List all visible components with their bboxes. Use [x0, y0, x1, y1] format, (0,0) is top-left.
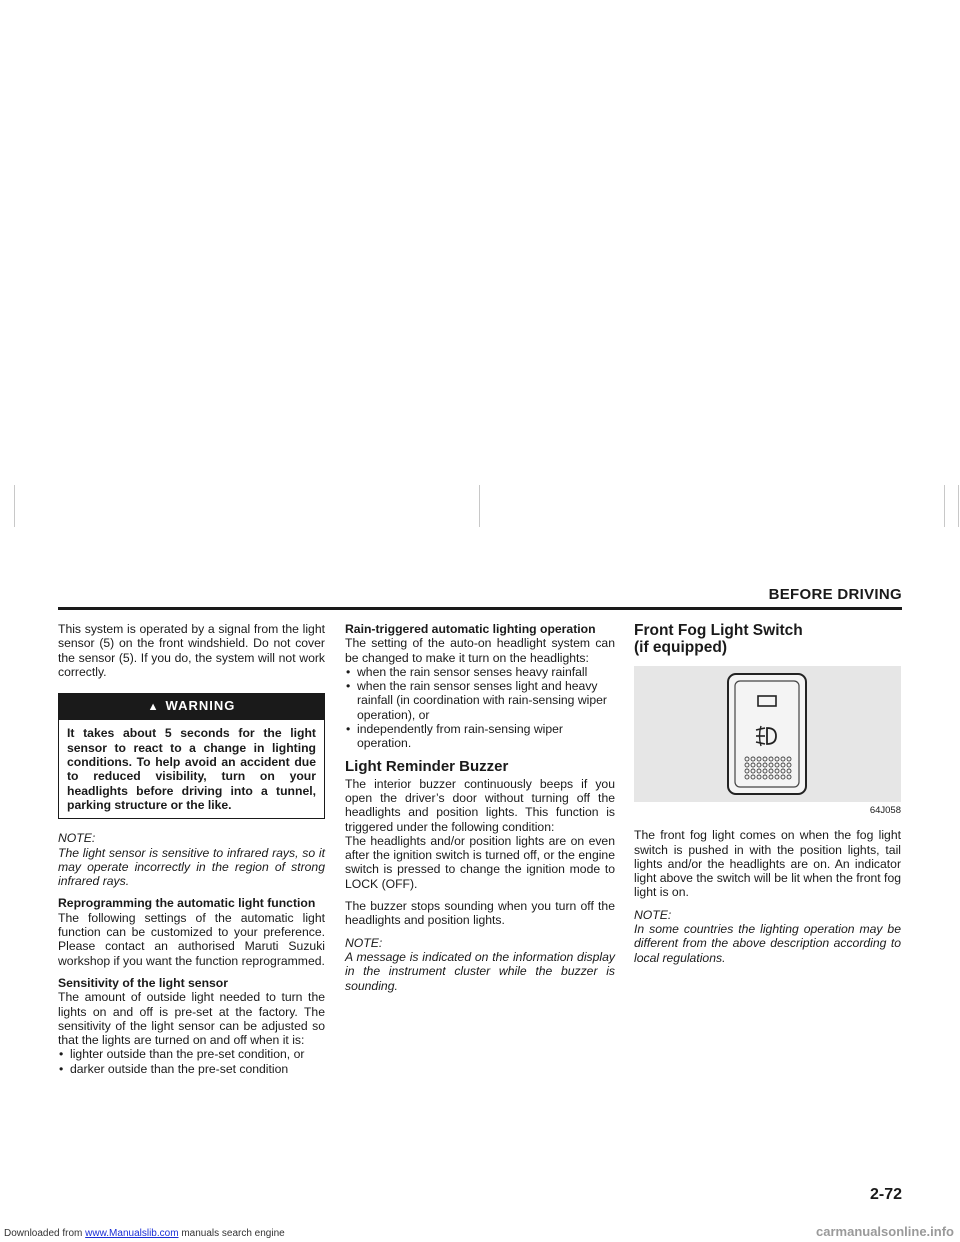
left-column	[58, 622, 325, 1084]
note-label: NOTE:	[58, 831, 96, 846]
warning-box	[58, 693, 325, 819]
footer-prefix: Downloaded from	[4, 1228, 83, 1239]
list-item: • lighter outside than the pre-set condition, or	[58, 1047, 325, 1061]
note-text: The light sensor is sensitive to infrared rays, so it may operate incorrectly in the region of strong infrared rays.	[58, 845, 325, 889]
footer-suffix: manuals search engine	[181, 1228, 285, 1239]
header-rule	[58, 607, 902, 610]
sensitivity-heading: Sensitivity of the light sensor	[58, 975, 228, 990]
reprogramming-text: The following settings of the automatic light function can be customized to your preference. Please contact an authorised Maruti Suzuki workshop if you want the function reprogrammed.	[58, 910, 325, 968]
sensitivity-text: The amount of outside light needed to turn the lights on and off is pre-set at the factory. The sensitivity of the light sensor can be adjusted so that the lights are turned on and off when it is:	[58, 990, 325, 1048]
reprogramming-heading: Reprogramming the automatic light function	[58, 896, 316, 911]
download-footer	[4, 1228, 285, 1239]
buzzer-condition: The headlights and/or position lights are on even after the ignition switch is turned off, or the engine switch is pressed to change the ignition mode to LOCK (OFF).	[345, 833, 615, 891]
crop-mark	[958, 485, 959, 527]
fog-switch-icon	[634, 666, 901, 802]
intro-paragraph: This system is operated by a signal from the light sensor (5) on the front windshield. Do not cover the sensor (5). If you do, the system will not work correctly.	[58, 622, 325, 679]
fog-heading	[634, 622, 901, 656]
sensitivity-list	[58, 1047, 325, 1076]
note-text: In some countries the lighting operation may be different from the above description according to local regulations.	[634, 922, 901, 965]
section-title: BEFORE DRIVING	[768, 586, 902, 603]
list-item: • when the rain sensor senses light and heavy rainfall (in coordination with rain-sensing wiper operation), or	[345, 679, 615, 722]
middle-column	[345, 622, 615, 1001]
crop-mark	[14, 485, 15, 527]
buzzer-stop-text: The buzzer stops sounding when you turn off the headlights and position lights.	[345, 899, 615, 928]
watermark: carmanualsonline.info	[816, 1224, 954, 1239]
right-column	[634, 622, 901, 973]
note-text: A message is indicated on the information display in the instrument cluster while the buzzer is sounding.	[345, 949, 615, 993]
warning-title: WARNING	[165, 698, 236, 714]
fog-switch-illustration	[634, 666, 901, 802]
list-item: • darker outside than the pre-set condition	[58, 1062, 325, 1076]
manualslib-link[interactable]: www.Manualslib.com	[85, 1228, 179, 1239]
note-label: NOTE:	[345, 935, 383, 950]
warning-header	[59, 694, 324, 720]
fog-text: The front fog light comes on when the fog light switch is pushed in with the position lights, tail lights and/or the headlights are on. An indicator light above the switch will be lit when the front fog light is on.	[634, 828, 901, 900]
rain-heading: Rain-triggered automatic lighting operation	[345, 622, 596, 636]
rain-text: The setting of the auto-on headlight system can be changed to make it turn on the headlights:	[345, 636, 615, 665]
rain-list	[345, 665, 615, 751]
list-item: • independently from rain-sensing wiper operation.	[345, 722, 615, 751]
list-item: • when the rain sensor senses heavy rainfall	[345, 665, 615, 679]
fog-heading-line: Front Fog Light Switch	[634, 622, 803, 639]
buzzer-heading: Light Reminder Buzzer	[345, 757, 509, 775]
page-number: 2-72	[869, 1186, 902, 1203]
note-label: NOTE:	[634, 907, 672, 922]
fog-heading-line: (if equipped)	[634, 639, 727, 656]
warning-text: It takes about 5 seconds for the light sensor to react to a change in lighting conditions. To help avoid an accident due to reduced visibility, turn on your headlights before driving into a tunnel, parking structure or the like.	[67, 726, 316, 812]
buzzer-text: The interior buzzer continuously beeps if you open the driver’s door without turning off the headlights and position lights. This function is triggered under the following condition:	[345, 776, 615, 834]
crop-mark	[479, 485, 480, 527]
warning-triangle-icon: ▲	[147, 701, 160, 714]
figure-label: 64J058	[869, 805, 901, 816]
crop-mark	[944, 485, 945, 527]
